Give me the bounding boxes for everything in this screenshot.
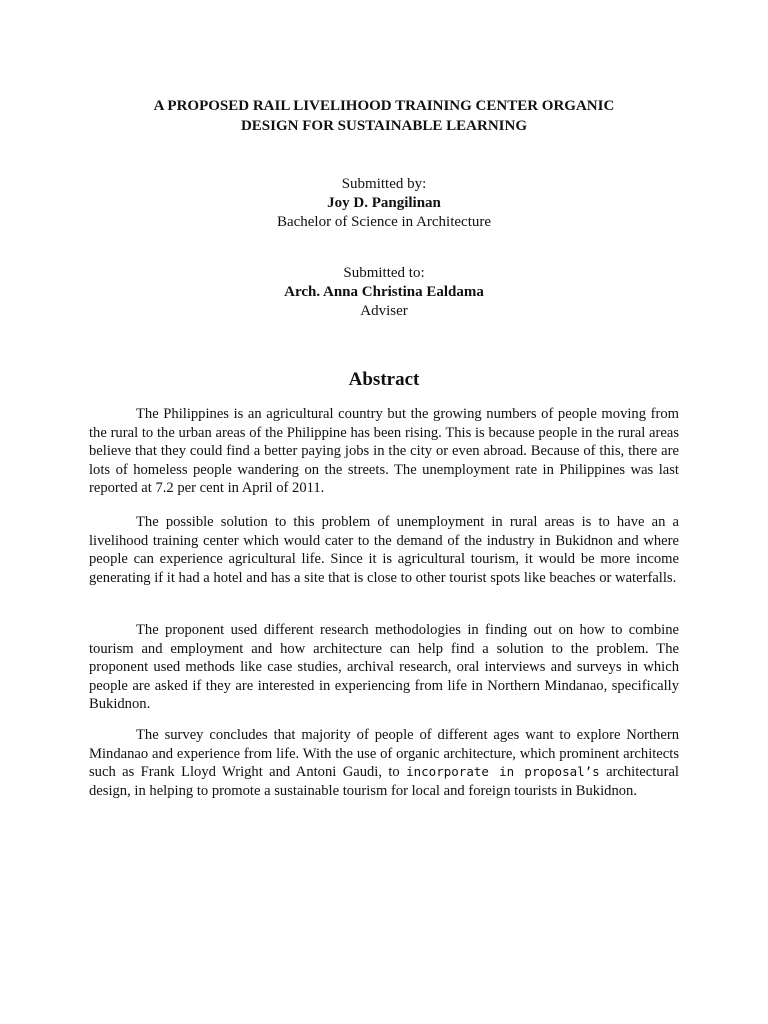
abstract-paragraph-1: The Philippines is an agricultural country but the growing numbers of people moving from the rural to the urban areas of the Philippine has been rising. This is because people in the rural areas believe that they could find a better paying jobs in the city or even abroad. Because of this, there are lots of homeless people wandering on the streets. The unemployment rate in Philippines was last reported at 7.2 per cent in April of 2011. [89,406,679,497]
submitted-to-label: Submitted to: [343,265,425,281]
abstract-paragraph-2: The possible solution to this problem of unemployment in rural areas is to have an a livelihood training center which would cater to the demand of the industry in Bukidnon and where people can experience agricultural life. Since it is agricultural tourism, it would be more income generating if it had a hotel and has a site that is close to other tourist spots like beaches or waterfalls. [89,514,679,586]
abstract-paragraph-4 [89,726,679,800]
author-program: Bachelor of Science in Architecture [276,214,492,230]
abstract-paragraph-3: The proponent used different research methodologies in finding out on how to combine tourism and employment and how architecture can help find a solution to the problem. The proponent used methods like case studies, archival research, oral interviews and surveys in which people are asked if they are interested in experiencing from life in Northern Mindanao, specifically Bukidnon. [89,622,679,713]
adviser-role: Adviser [360,303,408,319]
submitted-to-block [100,264,668,321]
paragraph-4-mono-text: incorporate in proposal’s [406,764,600,780]
submitted-by-block [100,175,668,232]
adviser-name: Arch. Anna Christina Ealdama [284,284,484,300]
title-line-1: A PROPOSED RAIL LIVELIHOOD TRAINING CENTER ORGANIC [153,98,615,114]
abstract-heading: Abstract [348,369,420,390]
paragraph-4-text-end: architectural design, in helping to promote a sustainable tourism for local and foreign tourists in Bukidnon. [89,764,679,799]
submitted-by-label: Submitted by: [341,176,427,192]
paragraph-4-text-start: The survey concludes that majority of people of different ages want to explore Northern Mindanao and experience from life. With the use of organic architecture, which prominent architects such as Frank Lloyd Wright and Antoni Gaudi, to [89,727,679,781]
document-title [60,96,708,136]
author-name: Joy D. Pangilinan [327,195,441,211]
title-line-2: DESIGN FOR SUSTAINABLE LEARNING [240,118,528,134]
